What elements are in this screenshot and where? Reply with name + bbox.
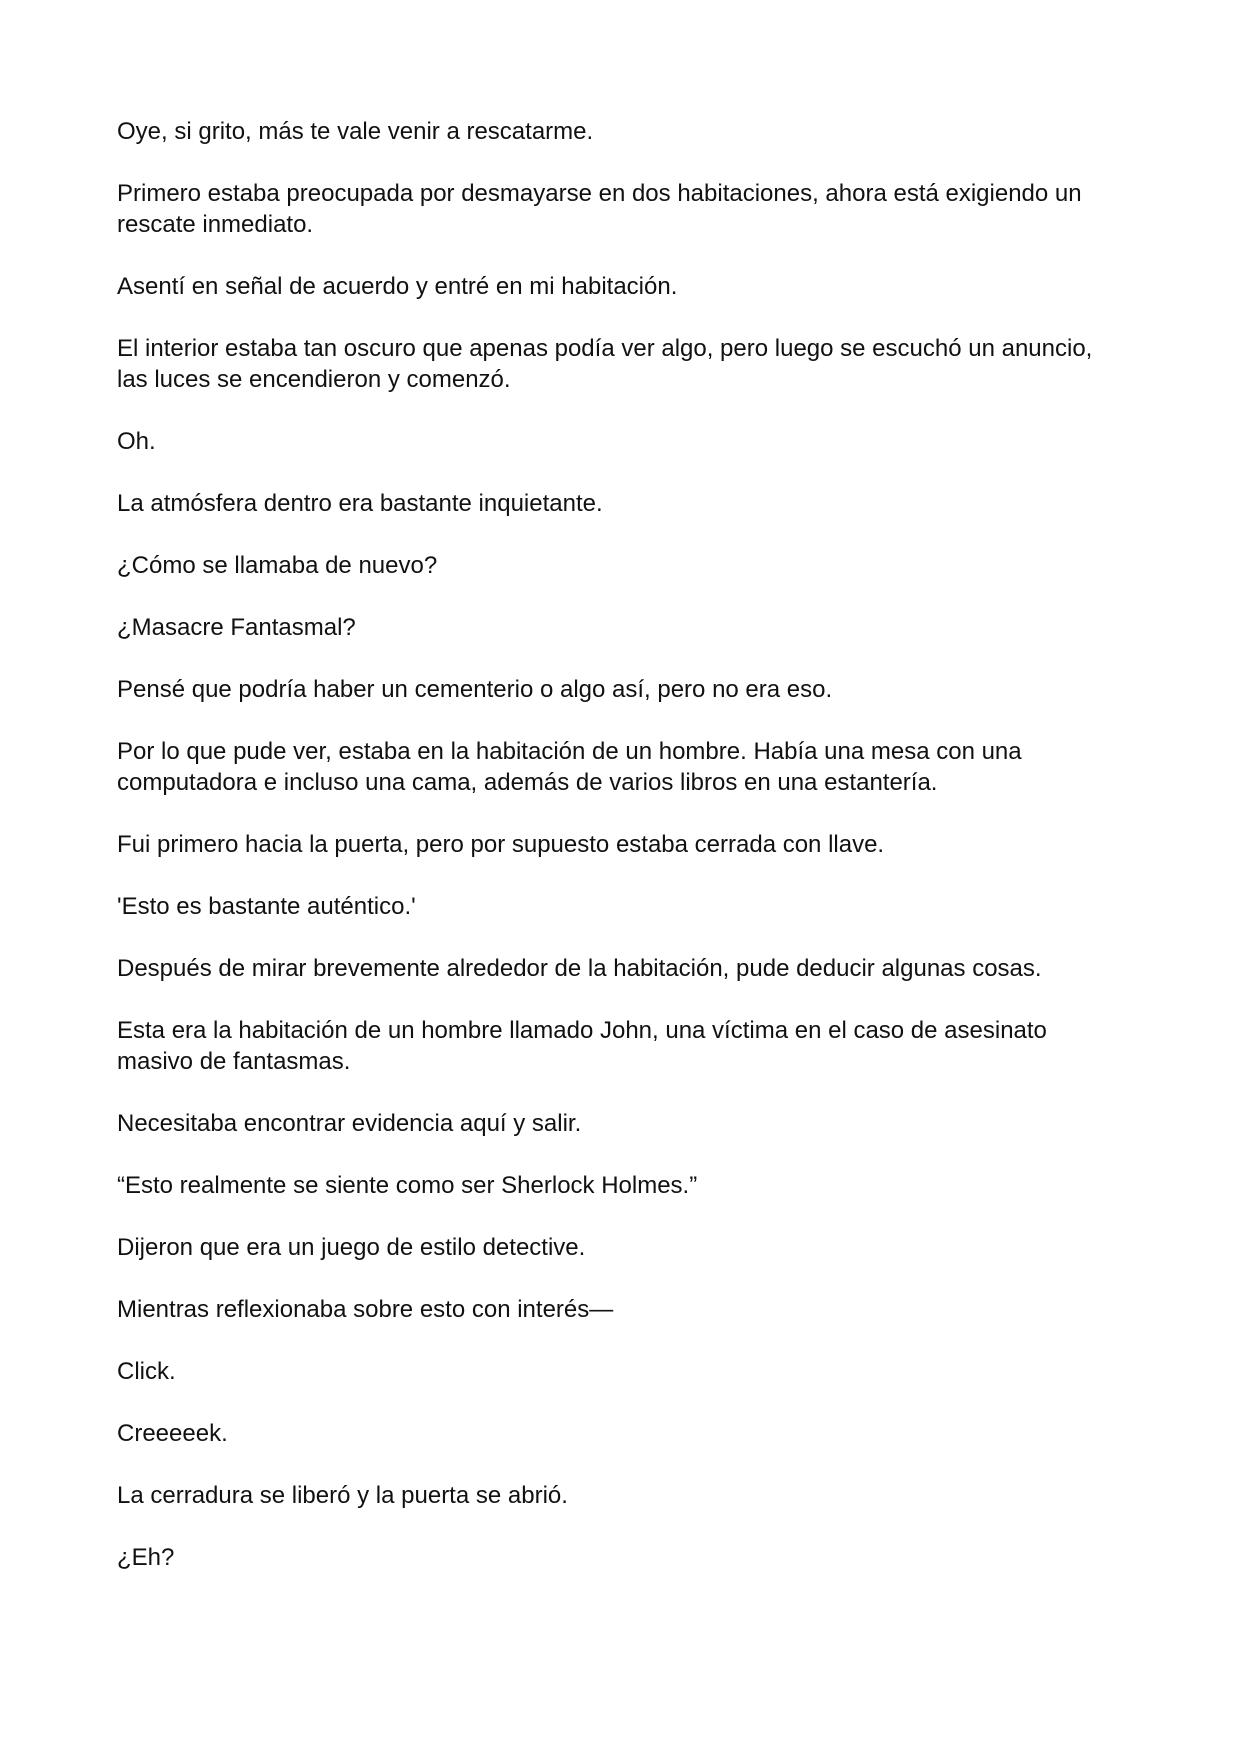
paragraph: Después de mirar brevemente alrededor de la habitación, pude deducir algunas cosas. bbox=[117, 955, 1042, 982]
paragraph: La atmósfera dentro era bastante inquietante. bbox=[117, 490, 603, 517]
paragraph: Esta era la habitación de un hombre llamado John, una víctima en el caso de asesinato masivo de fantasmas. bbox=[117, 1017, 1047, 1075]
paragraph: 'Esto es bastante auténtico.' bbox=[117, 893, 416, 920]
paragraph: El interior estaba tan oscuro que apenas podía ver algo, pero luego se escuchó un anuncio, las luces se encendieron y comenzó. bbox=[117, 335, 1093, 393]
paragraph: Click. bbox=[117, 1358, 176, 1385]
paragraph: Mientras reflexionaba sobre esto con interés— bbox=[117, 1296, 614, 1323]
paragraph: Primero estaba preocupada por desmayarse en dos habitaciones, ahora está exigiendo un rescate inmediato. bbox=[117, 180, 1082, 238]
paragraph: Oh. bbox=[117, 428, 156, 455]
paragraph: “Esto realmente se siente como ser Sherlock Holmes.” bbox=[117, 1172, 698, 1199]
document-body bbox=[117, 116, 1127, 1604]
paragraph: ¿Eh? bbox=[117, 1544, 175, 1571]
paragraph: Por lo que pude ver, estaba en la habitación de un hombre. Había una mesa con una computadora e incluso una cama, además de varios libros en una estantería. bbox=[117, 738, 1022, 796]
paragraph: Fui primero hacia la puerta, pero por supuesto estaba cerrada con llave. bbox=[117, 831, 885, 858]
paragraph: Pensé que podría haber un cementerio o algo así, pero no era eso. bbox=[117, 676, 833, 703]
paragraph: Oye, si grito, más te vale venir a rescatarme. bbox=[117, 118, 594, 145]
paragraph: ¿Masacre Fantasmal? bbox=[117, 614, 356, 641]
paragraph: Dijeron que era un juego de estilo detective. bbox=[117, 1234, 586, 1261]
paragraph: Necesitaba encontrar evidencia aquí y salir. bbox=[117, 1110, 582, 1137]
paragraph: La cerradura se liberó y la puerta se abrió. bbox=[117, 1482, 568, 1509]
paragraph: Creeeeek. bbox=[117, 1420, 228, 1447]
paragraph: ¿Cómo se llamaba de nuevo? bbox=[117, 552, 438, 579]
paragraph: Asentí en señal de acuerdo y entré en mi habitación. bbox=[117, 273, 678, 300]
